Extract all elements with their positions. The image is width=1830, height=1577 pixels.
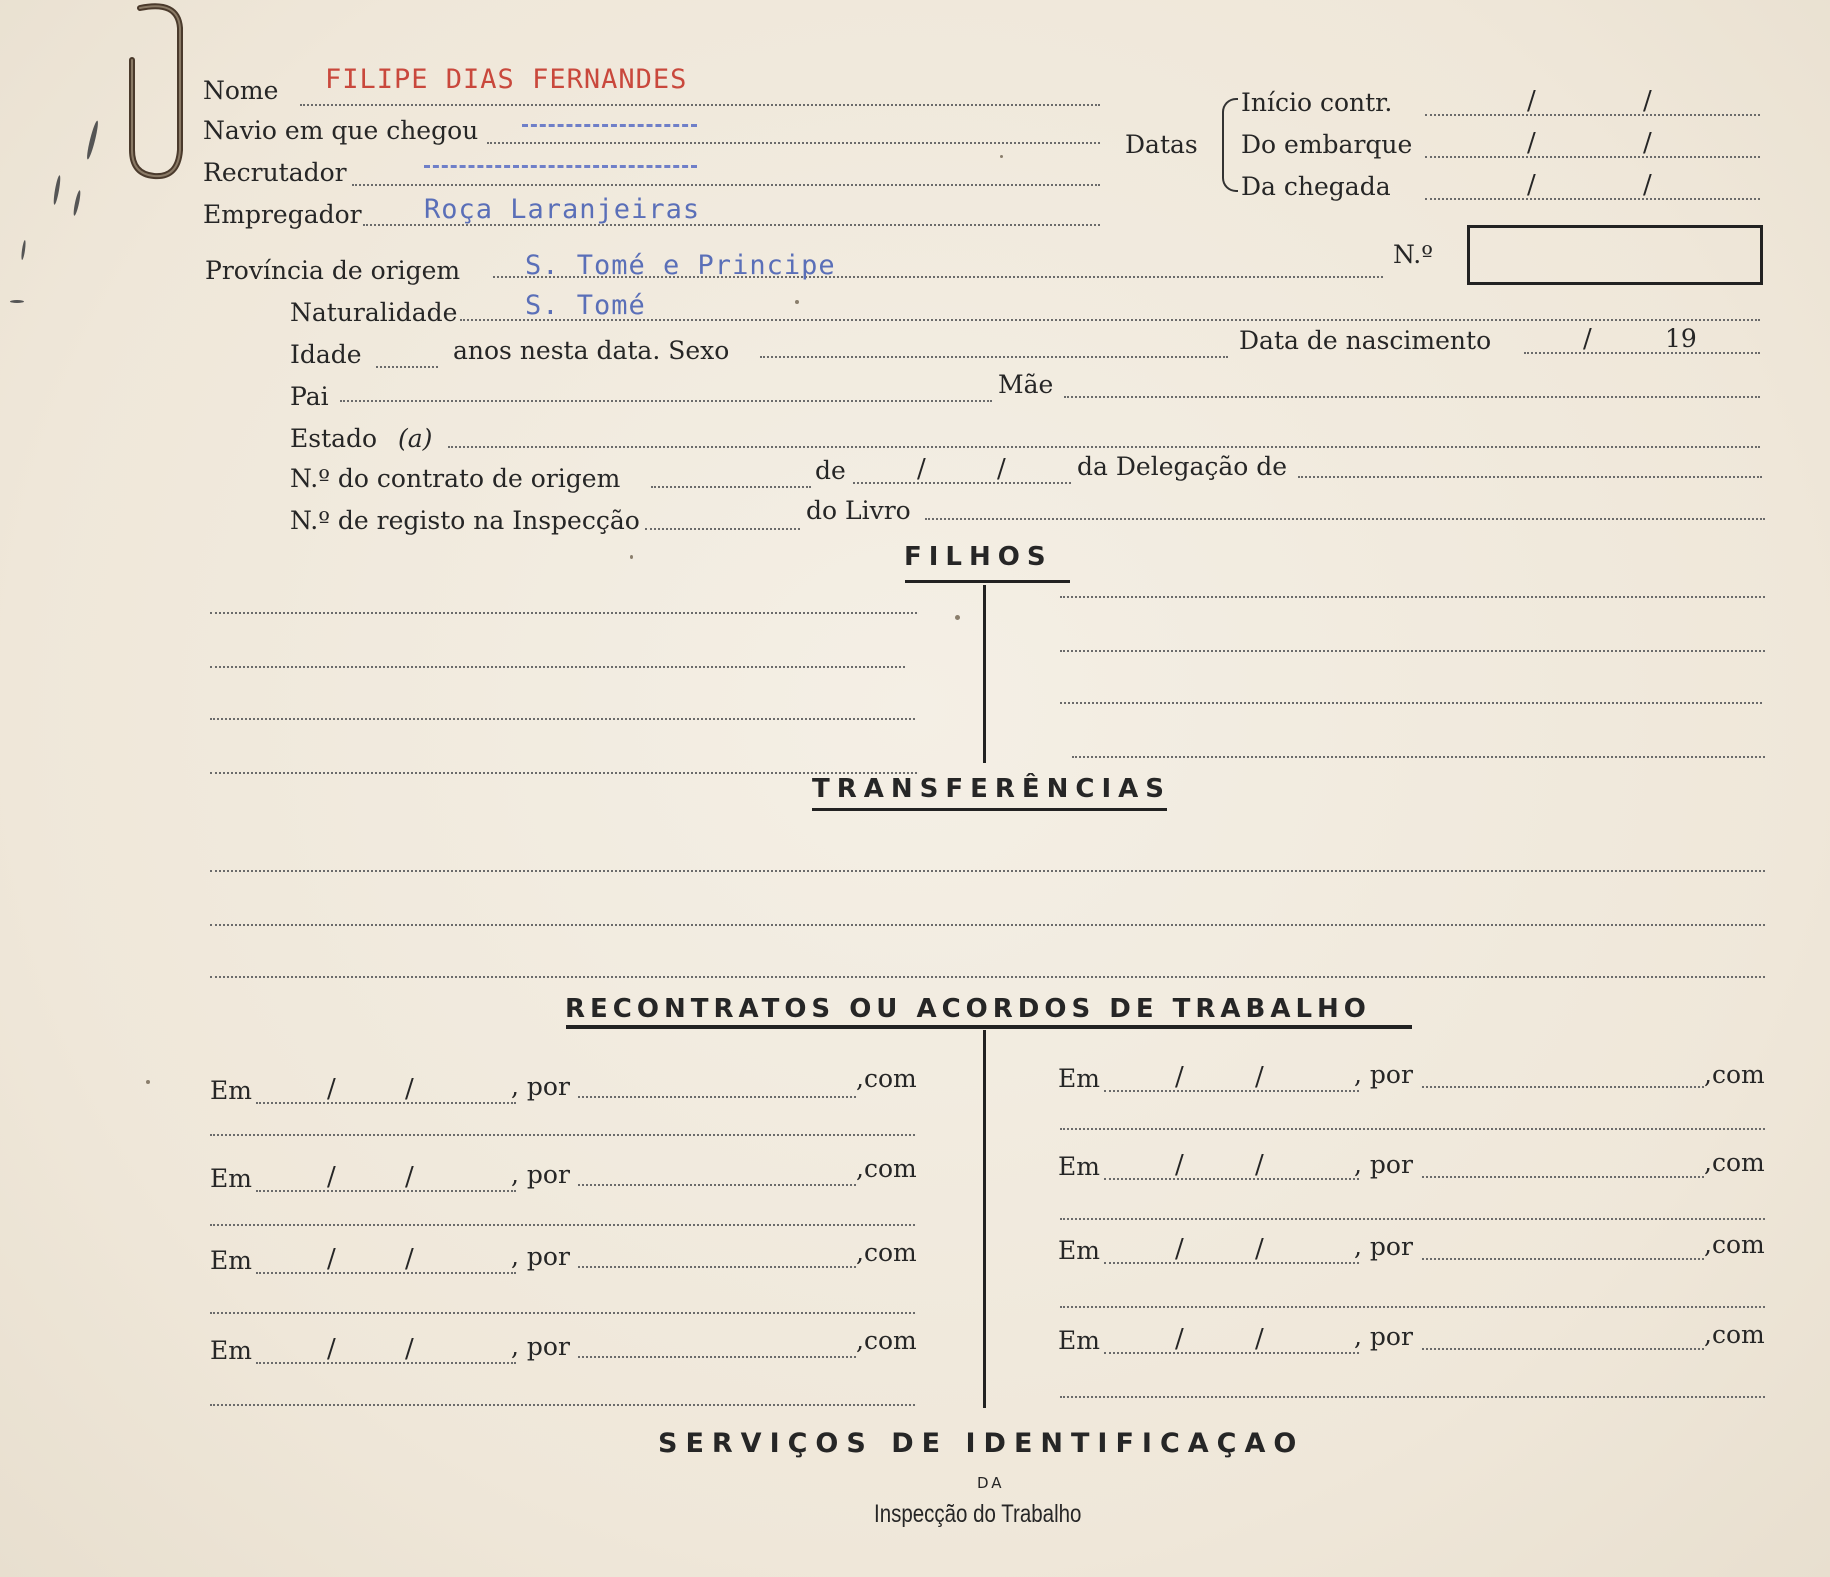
- slash: /: [917, 454, 926, 484]
- recontrato-line: [210, 1134, 915, 1136]
- filhos-underline: [905, 580, 1070, 583]
- mae-line: [1064, 396, 1760, 398]
- slash: /: [327, 1334, 336, 1364]
- recontrato-por-line: [578, 1184, 856, 1186]
- filhos-left-line-2: [210, 666, 905, 668]
- recontrato-com-label: ,com: [1704, 1060, 1765, 1089]
- recontrato-line: [1060, 1396, 1765, 1398]
- livro-line: [925, 518, 1765, 520]
- recontrato-line: [1060, 1218, 1765, 1220]
- slash: /: [1255, 1234, 1264, 1264]
- slash: /: [1175, 1062, 1184, 1092]
- recontrato-date-line: [1104, 1262, 1359, 1264]
- mark: [72, 190, 81, 216]
- slash: /: [1643, 86, 1652, 116]
- slash: /: [327, 1074, 336, 1104]
- recontrato-por-label: , por: [1354, 1060, 1413, 1089]
- slash: /: [1527, 86, 1536, 116]
- recontrato-em-label: Em: [210, 1164, 252, 1193]
- mark: [85, 120, 100, 160]
- estado-label: Estado: [290, 424, 378, 453]
- recontratos-divider: [983, 1030, 986, 1408]
- naturalidade-value: S. Tomé: [525, 290, 646, 321]
- slash: /: [1583, 324, 1592, 354]
- recontrato-date-line: [256, 1190, 516, 1192]
- recontrato-por-line: [1422, 1258, 1704, 1260]
- sexo-line: [760, 356, 1228, 358]
- recontrato-por-label: , por: [511, 1072, 570, 1101]
- recontrato-por-line: [1422, 1348, 1704, 1350]
- recontrato-em-label: Em: [1058, 1064, 1100, 1093]
- slash: /: [1643, 128, 1652, 158]
- empregador-value: Roça Laranjeiras: [424, 194, 701, 225]
- navio-label: Navio em que chegou: [203, 116, 479, 145]
- recontrato-com-label: ,com: [856, 1064, 917, 1093]
- naturalidade-label: Naturalidade: [290, 298, 458, 327]
- numero-box: [1467, 225, 1763, 285]
- filhos-left-line-4: [210, 772, 917, 774]
- data-nascimento-line: [1524, 352, 1760, 354]
- datas-inicio-label: Início contr.: [1241, 88, 1393, 117]
- recontrato-por-label: , por: [511, 1332, 570, 1361]
- filhos-right-line-4: [1072, 756, 1765, 758]
- recontrato-por-line: [1422, 1176, 1704, 1178]
- estado-line: [448, 446, 1760, 448]
- recontrato-em-label: Em: [210, 1076, 252, 1105]
- recontrato-date-line: [256, 1362, 516, 1364]
- recrutador-label: Recrutador: [203, 158, 347, 187]
- footer-inspeccao: Inspecção do Trabalho: [874, 1500, 1082, 1528]
- footer-service-title: SERVIÇOS DE IDENTIFICAÇAO: [658, 1428, 1305, 1459]
- recontrato-date-line: [256, 1272, 516, 1274]
- datas-brace: [1222, 98, 1238, 192]
- contrato-label: N.º do contrato de origem: [290, 464, 621, 493]
- slash: /: [1643, 170, 1652, 200]
- recontrato-em-label: Em: [1058, 1152, 1100, 1181]
- recontrato-com-label: ,com: [856, 1326, 917, 1355]
- recontrato-date-line: [1104, 1090, 1359, 1092]
- recontratos-heading: RECONTRATOS OU ACORDOS DE TRABALHO: [565, 994, 1371, 1024]
- slash: /: [1527, 170, 1536, 200]
- naturalidade-line: [460, 319, 1760, 321]
- registo-line: [645, 528, 800, 530]
- speck: [1000, 155, 1003, 158]
- datas-inicio-line: [1425, 114, 1760, 116]
- contrato-de-label: de: [815, 456, 846, 485]
- filhos-left-line-1: [210, 612, 917, 614]
- registo-label: N.º de registo na Inspecção: [290, 506, 640, 535]
- footer-da: DA: [977, 1474, 1005, 1492]
- navio-blank-dashes: [522, 124, 697, 127]
- recrutador-line: [352, 184, 1100, 186]
- recontrato-com-label: ,com: [1704, 1320, 1765, 1349]
- idade-label: Idade: [290, 340, 362, 369]
- recontrato-por-line: [578, 1266, 856, 1268]
- mark: [10, 300, 24, 303]
- contrato-line: [651, 486, 811, 488]
- filhos-right-line-1: [1060, 596, 1765, 598]
- datas-chegada-label: Da chegada: [1241, 172, 1391, 201]
- filhos-divider: [983, 585, 986, 763]
- delegacao-line: [1298, 476, 1762, 478]
- mark: [21, 240, 27, 260]
- datas-label: Datas: [1125, 130, 1198, 159]
- recontrato-por-label: , por: [1354, 1322, 1413, 1351]
- provincia-label: Província de origem: [205, 256, 461, 285]
- slash: /: [405, 1244, 414, 1274]
- recontrato-com-label: ,com: [1704, 1148, 1765, 1177]
- recontrato-em-label: Em: [210, 1336, 252, 1365]
- transferencias-line-3: [210, 976, 1765, 978]
- data-nascimento-label: Data de nascimento: [1239, 326, 1492, 355]
- slash: /: [1527, 128, 1536, 158]
- data-nascimento-year: 19: [1665, 324, 1697, 353]
- numero-label: N.º: [1393, 240, 1433, 269]
- slash: /: [1175, 1150, 1184, 1180]
- delegacao-label: da Delegação de: [1077, 452, 1288, 481]
- mae-label: Mãe: [998, 370, 1054, 399]
- recontrato-em-label: Em: [1058, 1236, 1100, 1265]
- recontrato-date-line: [256, 1102, 516, 1104]
- recontrato-por-line: [578, 1356, 856, 1358]
- transferencias-heading: TRANSFERÊNCIAS: [812, 774, 1172, 804]
- navio-line: [487, 142, 1100, 144]
- recontrato-com-label: ,com: [1704, 1230, 1765, 1259]
- speck: [795, 300, 799, 304]
- transferencias-line-1: [210, 870, 1765, 872]
- slash: /: [327, 1244, 336, 1274]
- recrutador-blank-dashes: [424, 165, 697, 168]
- filhos-right-line-2: [1060, 650, 1765, 652]
- recontrato-date-line: [1104, 1178, 1359, 1180]
- recontrato-por-label: , por: [1354, 1150, 1413, 1179]
- filhos-right-line-3: [1060, 702, 1762, 704]
- slash: /: [405, 1162, 414, 1192]
- filhos-heading: FILHOS: [904, 542, 1053, 572]
- slash: /: [1175, 1324, 1184, 1354]
- slash: /: [1255, 1062, 1264, 1092]
- recontrato-com-label: ,com: [856, 1154, 917, 1183]
- recontrato-line: [1060, 1306, 1765, 1308]
- estado-note: (a): [398, 424, 433, 453]
- transferencias-line-2: [210, 924, 1765, 926]
- recontrato-em-label: Em: [210, 1246, 252, 1275]
- recontratos-underline: [566, 1025, 1412, 1029]
- speck: [955, 615, 960, 620]
- recontrato-por-line: [578, 1096, 856, 1098]
- idade-line: [376, 366, 438, 368]
- nome-label: Nome: [203, 76, 279, 105]
- recontrato-em-label: Em: [1058, 1326, 1100, 1355]
- recontrato-por-label: , por: [1354, 1232, 1413, 1261]
- pai-line: [340, 400, 992, 402]
- recontrato-line: [210, 1404, 915, 1406]
- slash: /: [1255, 1324, 1264, 1354]
- datas-chegada-line: [1425, 198, 1760, 200]
- transferencias-underline: [812, 808, 1167, 811]
- slash: /: [997, 454, 1006, 484]
- mark: [52, 175, 61, 205]
- recontrato-por-line: [1422, 1086, 1704, 1088]
- nome-value: FILIPE DIAS FERNANDES: [325, 64, 688, 95]
- nome-line: [300, 104, 1100, 106]
- slash: /: [405, 1074, 414, 1104]
- recontrato-line: [210, 1312, 915, 1314]
- recontrato-por-label: , por: [511, 1160, 570, 1189]
- paper-clip-icon: [118, 0, 188, 185]
- recontrato-line: [1060, 1128, 1765, 1130]
- slash: /: [405, 1334, 414, 1364]
- recontrato-com-label: ,com: [856, 1238, 917, 1267]
- contrato-date-line: [853, 482, 1071, 484]
- anos-sexo-label: anos nesta data. Sexo: [453, 336, 730, 365]
- datas-embarque-line: [1425, 156, 1760, 158]
- provincia-value: S. Tomé e Principe: [525, 250, 836, 281]
- speck: [630, 555, 633, 559]
- livro-label: do Livro: [806, 496, 911, 525]
- recontrato-date-line: [1104, 1352, 1359, 1354]
- datas-embarque-label: Do embarque: [1241, 130, 1413, 159]
- slash: /: [1255, 1150, 1264, 1180]
- slash: /: [327, 1162, 336, 1192]
- recontrato-por-label: , por: [511, 1242, 570, 1271]
- slash: /: [1175, 1234, 1184, 1264]
- recontrato-line: [210, 1224, 915, 1226]
- filhos-left-line-3: [210, 718, 915, 720]
- speck: [146, 1080, 150, 1084]
- empregador-label: Empregador: [203, 200, 362, 229]
- pai-label: Pai: [290, 382, 329, 411]
